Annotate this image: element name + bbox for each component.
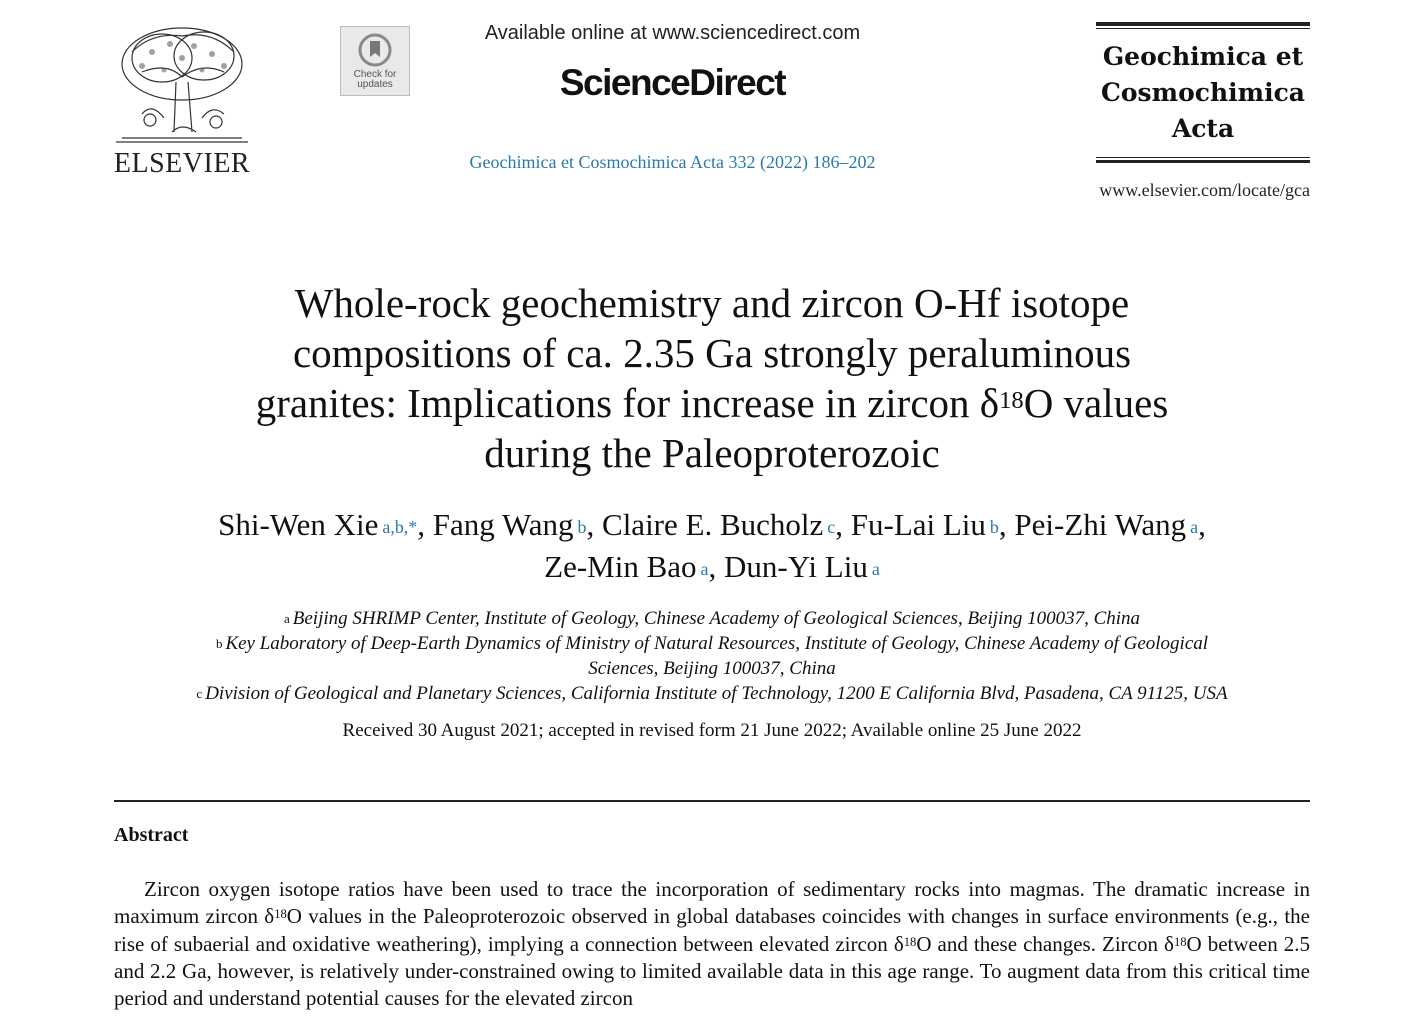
section-divider — [114, 800, 1310, 802]
author-affiliation-link[interactable]: c — [827, 517, 836, 537]
journal-citation-link[interactable]: Geochimica et Cosmochimica Acta 332 (2022) 186–202 — [469, 152, 876, 172]
author-affiliation-link[interactable]: a — [1190, 517, 1199, 537]
author-separator: , — [417, 507, 433, 542]
author-list — [100, 504, 1324, 588]
author-name[interactable]: Claire E. Bucholz — [602, 507, 824, 542]
journal-name — [1096, 29, 1310, 157]
journal-masthead — [1096, 22, 1310, 163]
affiliation-text: Beijing SHRIMP Center, Institute of Geology, Chinese Academy of Geological Sciences, Beijing 100037, China — [292, 608, 1141, 629]
affiliation-b-cont: Sciences, Beijing 100037, China — [588, 658, 836, 679]
affiliation-b — [100, 631, 1324, 656]
author-affiliation-link[interactable]: b — [577, 517, 587, 537]
affiliation-text: Division of Geological and Planetary Sciences, California Institute of Technology, 1200 E California Blvd, Pasadena, CA 91125, USA — [205, 683, 1228, 704]
affiliation-text: Key Laboratory of Deep-Earth Dynamics of Ministry of Natural Resources, Institute of Geology, Chinese Academy of Geological — [225, 633, 1209, 654]
abstract-text-3: O and these changes. Zircon δ — [916, 931, 1174, 956]
author-name[interactable]: Fang Wang — [432, 507, 574, 542]
affiliation-a — [100, 606, 1324, 631]
abstract-text-2: O values in the Paleoproterozoic observed in global databases coincides with changes in surface environments (e.g., the rise of subaerial and oxidative weathering), implying a connection between elevated zircon δ — [114, 904, 1310, 956]
title-line-3 — [140, 378, 1284, 428]
author-name[interactable]: Ze-Min Bao — [544, 549, 697, 584]
author-line-1 — [100, 504, 1324, 546]
title-line-4: during the Paleoproterozoic — [484, 430, 940, 476]
abstract-text-4: O between 2.5 and 2.2 Ga, however, is relatively under-constrained owing to limited available data in this age range. To augment data from this critical time period and understand potential causes for the elevated zircon — [114, 931, 1310, 1011]
masthead-rule-bottom — [1096, 157, 1310, 158]
available-online-text: Available online at www.sciencedirect.com — [484, 22, 861, 44]
check-for-updates-button[interactable] — [340, 26, 410, 96]
abstract-heading: Abstract — [114, 824, 189, 846]
author-separator: , — [835, 507, 851, 542]
superscript: 18 — [274, 907, 287, 922]
affiliation-mark: b — [215, 636, 223, 651]
bookmark-ribbon-icon — [358, 33, 392, 67]
title-line-2: compositions of ca. 2.35 Ga strongly peraluminous — [292, 330, 1132, 376]
journal-url-link[interactable]: www.elsevier.com/locate/gca — [1099, 180, 1310, 200]
affiliation-mark: c — [196, 686, 203, 701]
superscript: 18 — [1173, 934, 1187, 949]
publisher-name: ELSEVIER — [113, 148, 251, 179]
article-title — [140, 278, 1284, 478]
author-name[interactable]: Pei-Zhi Wang — [1014, 507, 1187, 542]
elsevier-tree-icon — [112, 22, 252, 146]
affiliation-list — [100, 606, 1324, 706]
check-updates-label-2: updates — [357, 79, 393, 90]
affiliation-c — [100, 681, 1324, 706]
title-line-3-text: granites: Implications for increase in zircon δ — [255, 380, 1000, 426]
title-line-3-tail: O values — [1023, 380, 1169, 426]
journal-name-line-1: Geochimica et — [1102, 42, 1304, 71]
author-separator: , — [586, 507, 603, 542]
author-separator: , — [998, 507, 1015, 542]
author-name[interactable]: Shi-Wen Xie — [218, 507, 379, 542]
author-affiliation-link[interactable]: b — [989, 517, 999, 537]
journal-name-line-3: Acta — [1171, 114, 1235, 143]
check-updates-label-1: Check for — [353, 69, 397, 80]
author-name[interactable]: Fu-Lai Liu — [850, 507, 986, 542]
sciencedirect-logo[interactable]: ScienceDirect — [559, 62, 786, 103]
abstract-text-1: Zircon oxygen isotope ratios have been used to trace the incorporation of sedimentary rocks into magmas. The dramatic increase in maximum zircon δ — [114, 877, 1310, 929]
abstract-text — [114, 876, 1310, 1012]
author-separator: , — [1198, 507, 1206, 542]
author-line-2 — [100, 546, 1324, 588]
article-history: Received 30 August 2021; accepted in revised form 21 June 2022; Available online 25 June 2022 — [342, 720, 1082, 741]
author-affiliation-link[interactable]: a — [700, 559, 709, 579]
masthead-rule-bottom-thick — [1096, 160, 1310, 163]
author-affiliation-link[interactable]: a — [871, 559, 880, 579]
superscript: 18 — [903, 934, 917, 949]
author-name[interactable]: Dun-Yi Liu — [724, 549, 868, 584]
author-affiliation-link[interactable]: a,b,* — [382, 517, 418, 537]
journal-name-line-2: Cosmochimica — [1100, 78, 1306, 107]
title-superscript: 18 — [999, 387, 1024, 414]
affiliation-mark: a — [283, 611, 290, 626]
title-line-1: Whole-rock geochemistry and zircon O-Hf isotope — [294, 280, 1130, 326]
author-separator: , — [708, 549, 725, 584]
masthead-rule-top — [1096, 22, 1310, 26]
